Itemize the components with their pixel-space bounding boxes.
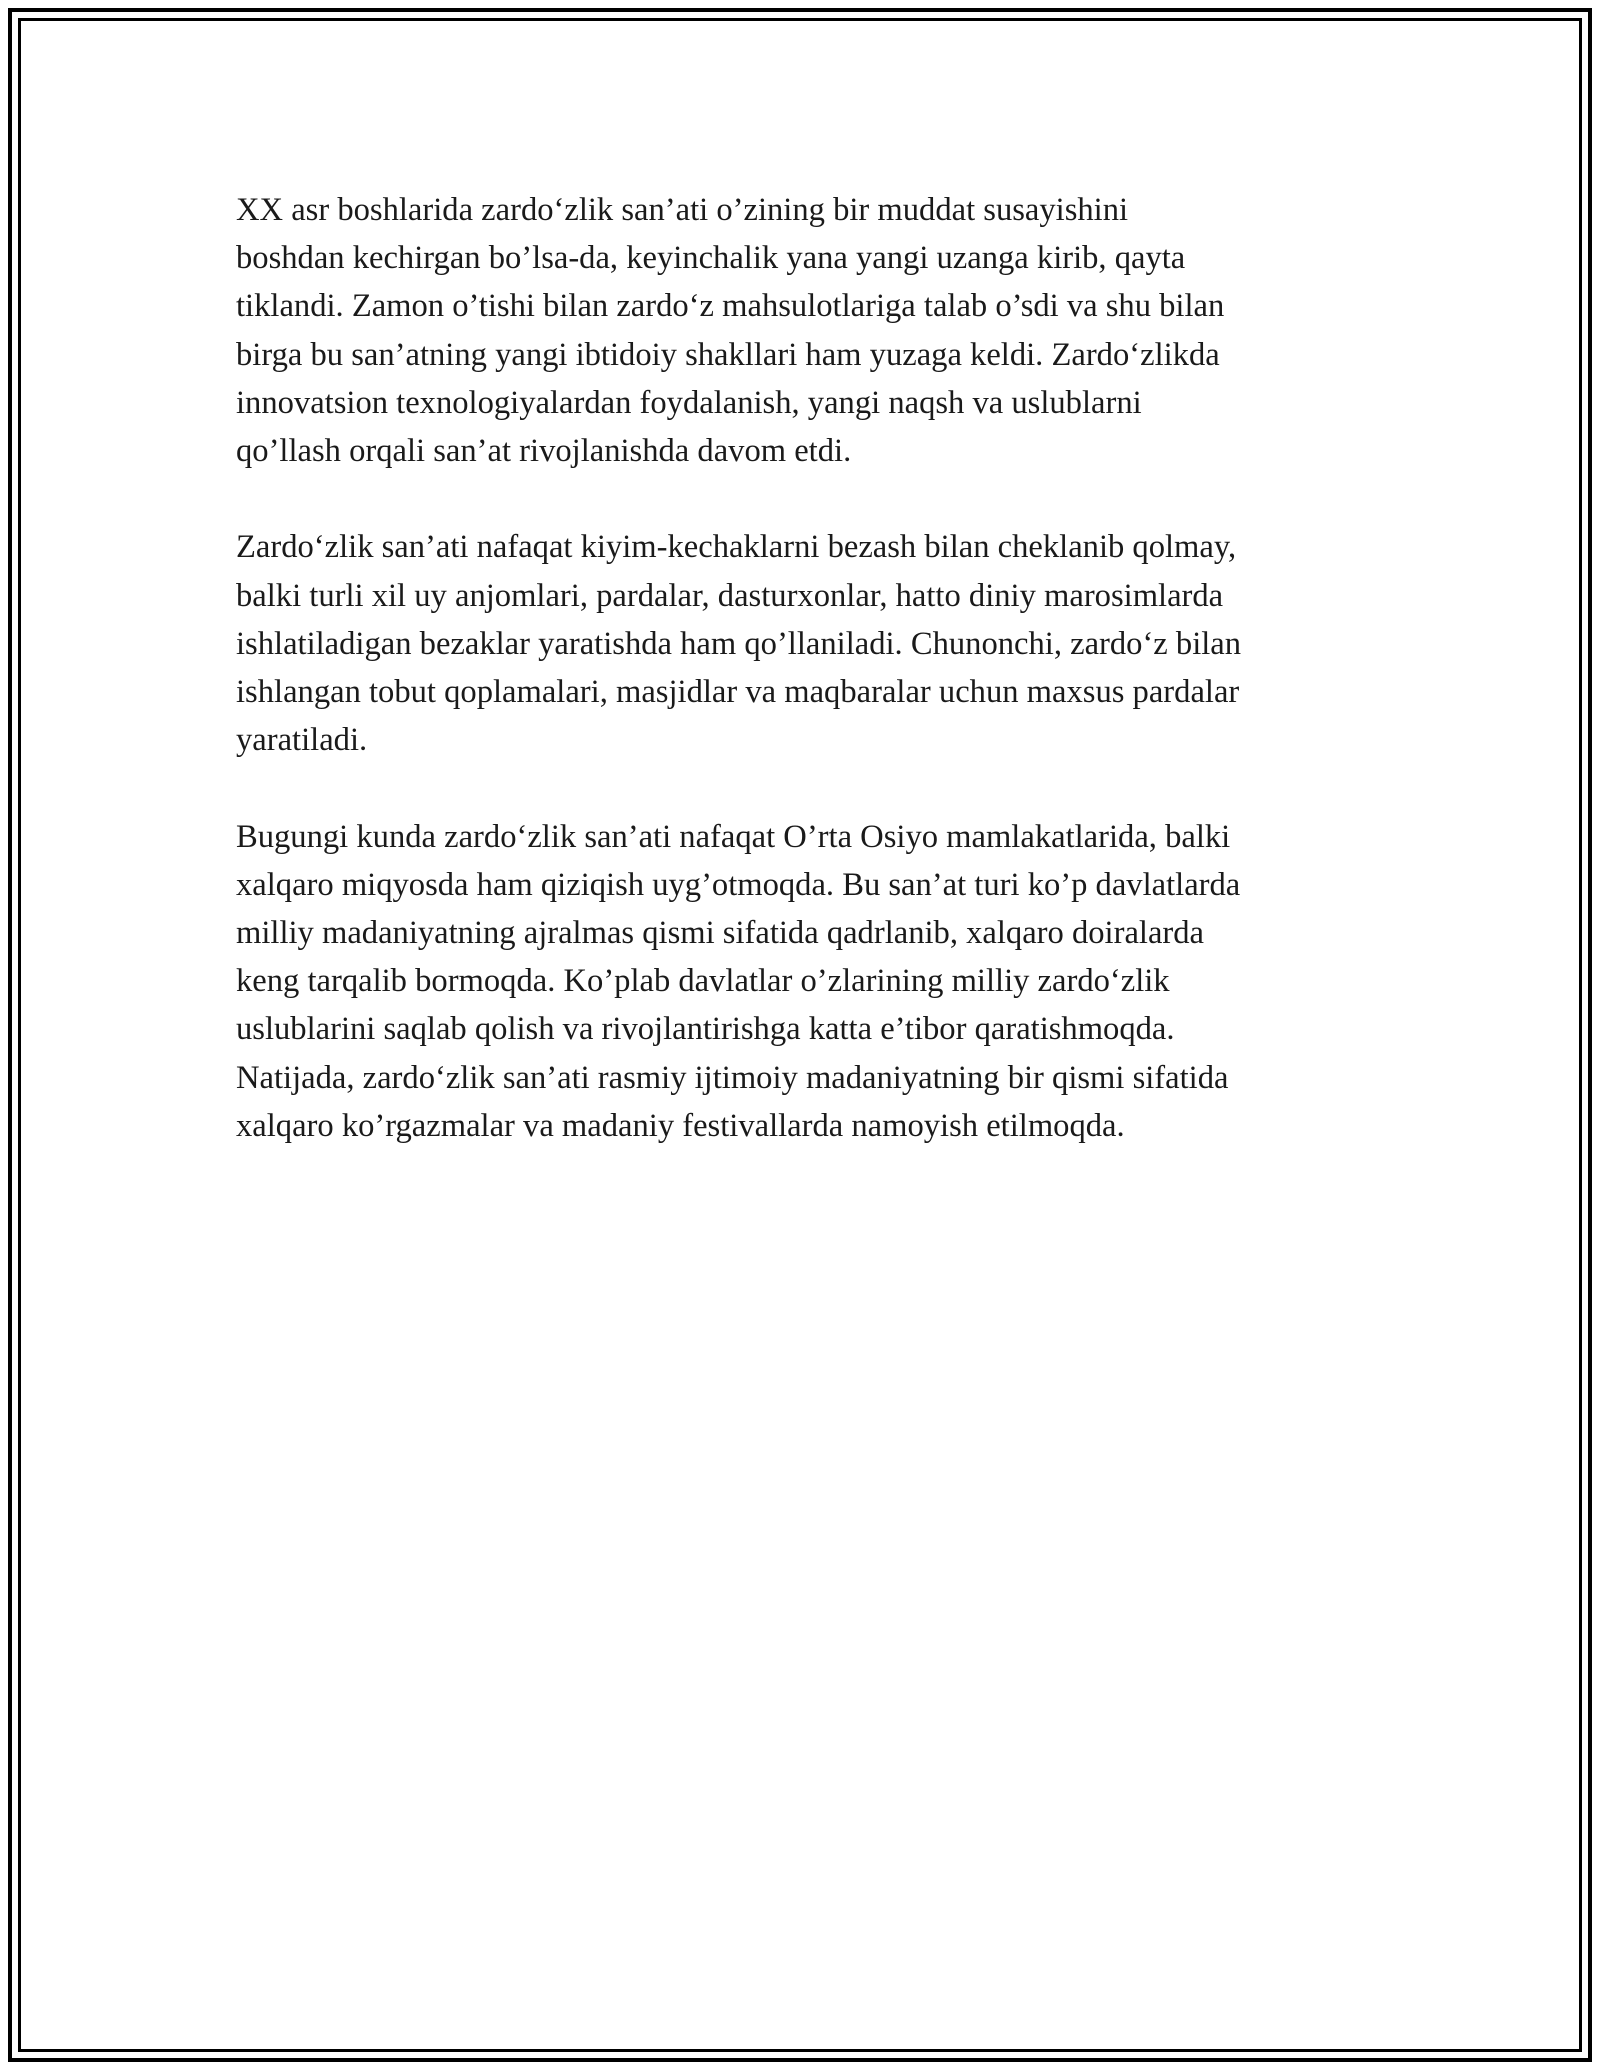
- paragraph-line: Natijada, zardo‘zlik san’ati rasmiy ijtimoiy madaniyatning bir qismi sifatida: [236, 1059, 1229, 1096]
- document-body: [236, 186, 1386, 1198]
- paragraph-1: [236, 186, 1386, 475]
- paragraph-line: ishlatiladigan bezaklar yaratishda ham qo’llaniladi. Chunonchi, zardo‘z bilan: [236, 625, 1242, 662]
- paragraph-3: [236, 813, 1386, 1150]
- paragraph-line: uslublarini saqlab qolish va rivojlantirishga katta e’tibor qaratishmoqda.: [236, 1011, 1175, 1048]
- paragraph-line: boshdan kechirgan bo’lsa-da, keyinchalik yana yangi uzanga kirib, qayta: [236, 240, 1186, 277]
- paragraph-line: XX asr boshlarida zardo‘zlik san’ati o’zining bir muddat susayishini: [236, 192, 1129, 228]
- paragraph-line: yaratiladi.: [236, 722, 368, 759]
- paragraph-line: xalqaro miqyosda ham qiziqish uyg’otmoqda. Bu san’at turi ko’p davlatlarda: [236, 866, 1241, 903]
- paragraph-line: qo’llash orqali san’at rivojlanishda davom etdi.: [236, 433, 852, 470]
- paragraph-line: Zardo‘zlik san’ati nafaqat kiyim-kechaklarni bezash bilan cheklanib qolmay,: [236, 529, 1237, 566]
- paragraph-line: tiklandi. Zamon o’tishi bilan zardo‘z mahsulotlariga talab o’sdi va shu bilan: [236, 288, 1225, 325]
- paragraph-2: [236, 523, 1386, 764]
- paragraph-line: milliy madaniyatning ajralmas qismi sifatida qadrlanib, xalqaro doiralarda: [236, 915, 1205, 952]
- paragraph-line: innovatsion texnologiyalardan foydalanish, yangi naqsh va uslublarni: [236, 384, 1142, 421]
- paragraph-line: ishlangan tobut qoplamalari, masjidlar va maqbaralar uchun maxsus pardalar: [236, 674, 1240, 711]
- paragraph-line: Bugungi kunda zardo‘zlik san’ati nafaqat O’rta Osiyo mamlakatlarida, balki: [236, 818, 1231, 855]
- paragraph-line: xalqaro ko’rgazmalar va madaniy festivallarda namoyish etilmoqda.: [236, 1107, 1125, 1144]
- paragraph-line: birga bu san’atning yangi ibtidoiy shakllari ham yuzaga keldi. Zardo‘zlikda: [236, 336, 1220, 373]
- paragraph-line: balki turli xil uy anjomlari, pardalar, dasturxonlar, hatto diniy marosimlarda: [236, 577, 1224, 614]
- paragraph-line: keng tarqalib bormoqda. Ko’plab davlatlar o’zlarining milliy zardo‘zlik: [236, 963, 1170, 1000]
